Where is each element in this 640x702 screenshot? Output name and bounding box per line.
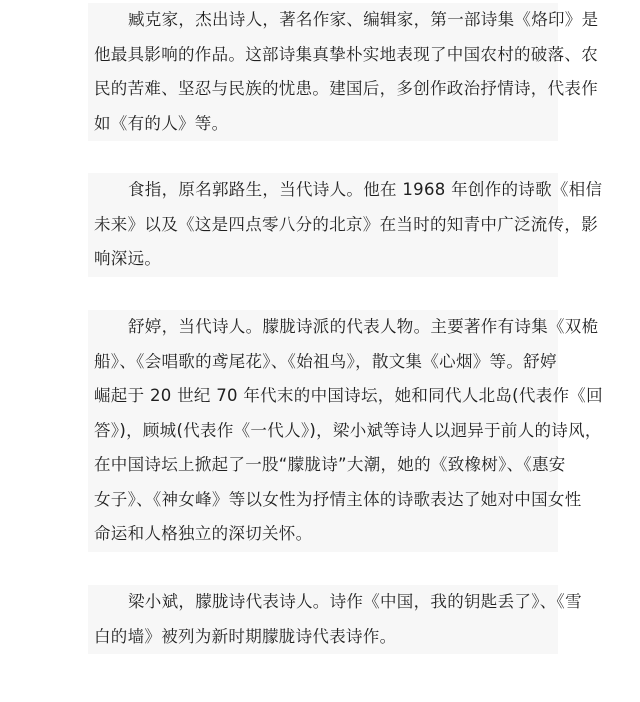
paragraph-line: 未来》以及《这是四点零八分的北京》在当时的知青中广泛流传，影 — [94, 214, 598, 234]
paragraph-line: 响深远。 — [94, 249, 162, 268]
paragraph-line: 崛起于 20 世纪 70 年代末的中国诗坛，她和同代人北岛(代表作《回 — [94, 386, 603, 405]
paragraph-line: 答》)，顾城(代表作《一代人》)，梁小斌等诗人以迥异于前人的诗风， — [94, 420, 602, 440]
paragraph-shi-zhi — [88, 173, 603, 277]
paragraph-shu-ting — [88, 310, 603, 552]
paragraph-line: 梁小斌，朦胧诗代表诗人。诗作《中国，我的钥匙丢了》、《雪 — [128, 592, 582, 611]
paragraph-line: 民的苦难、坚忍与民族的忧患。建国后，多创作政治抒情诗，代表作 — [94, 79, 598, 98]
paragraph-line: 白的墙》被列为新时期朦胧诗代表诗作。 — [94, 626, 397, 646]
paragraph-line: 船》、《会唱歌的鸢尾花》、《始祖鸟》，散文集《心烟》等。舒婷 — [94, 351, 557, 371]
paragraph-line: 舒婷，当代诗人。朦胧诗派的代表人物。主要著作有诗集《双桅 — [128, 317, 599, 336]
paragraph-line: 他最具影响的作品。这部诗集真挚朴实地表现了中国农村的破落、农 — [94, 44, 598, 64]
paragraph-line: 臧克家，杰出诗人，著名作家、编辑家，第一部诗集《烙印》是 — [128, 10, 599, 29]
paragraph-liang-xiaobin — [88, 585, 582, 654]
paragraph-line: 女子》、《神女峰》等以女性为抒情主体的诗歌表达了她对中国女性 — [94, 489, 582, 509]
paragraph-line: 命运和人格独立的深切关怀。 — [94, 524, 313, 543]
paragraph-line: 如《有的人》等。 — [94, 113, 229, 133]
paragraph-zang-kejia — [88, 3, 599, 141]
paragraph-line: 在中国诗坛上掀起了一股“朦胧诗”大潮，她的《致橡树》、《惠安 — [94, 455, 566, 474]
paragraph-line: 食指，原名郭路生，当代诗人。他在 1968 年创作的诗歌《相信 — [128, 180, 603, 199]
